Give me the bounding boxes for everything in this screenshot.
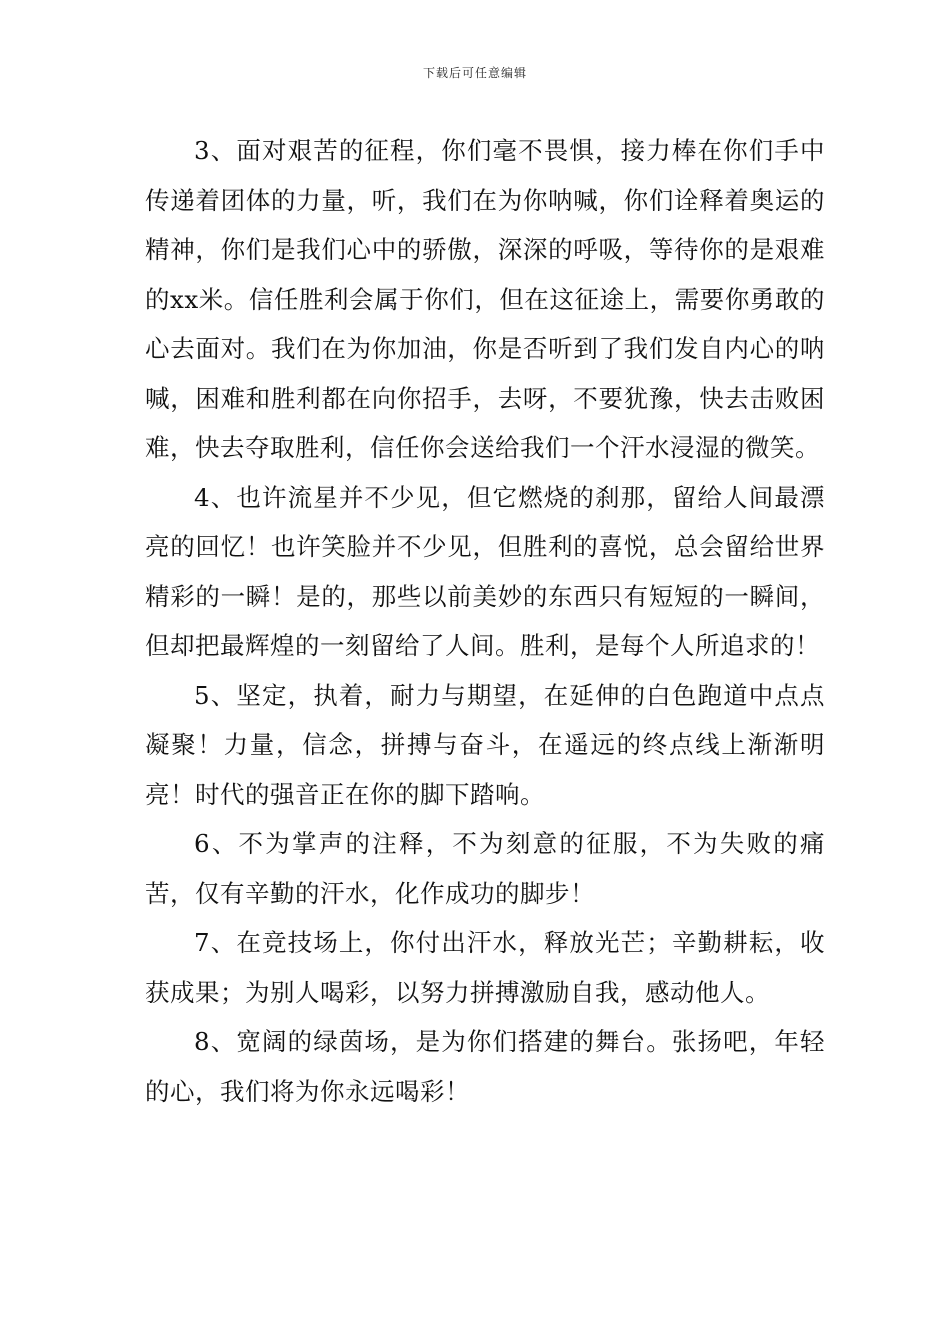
- document-body: [145, 126, 825, 1116]
- paragraph-5: 5、坚定，执着，耐力与期望，在延伸的白色跑道中点点凝聚！力量，信念，拼搏与奋斗，在遥远的终点线上渐渐明亮！时代的强音正在你的脚下踏响。: [145, 680, 825, 809]
- paragraph-3: 3、面对艰苦的征程，你们毫不畏惧，接力棒在你们手中传递着团体的力量，听，我们在为你呐喊，你们诠释着奥运的精神，你们是我们心中的骄傲，深深的呼吸，等待你的是艰难的xx米。信任胜利会属于你们，但在这征途上，需要你勇敢的心去面对。我们在为你加油，你是否听到了我们发自内心的呐喊，困难和胜利都在向你招手，去呀，不要犹豫，快去击败困难，快去夺取胜利，信任你会送给我们一个汗水浸湿的微笑。: [145, 136, 825, 462]
- paragraph-6: 6、不为掌声的注释，不为刻意的征服，不为失败的痛苦，仅有辛勤的汗水，化作成功的脚步！: [145, 829, 825, 908]
- paragraph-7: 7、在竞技场上，你付出汗水，释放光芒；辛勤耕耘，收获成果；为别人喝彩，以努力拼搏激励自我，感动他人。: [145, 928, 825, 1007]
- page-header: 下载后可任意编辑: [422, 66, 527, 80]
- paragraph-8: 8、宽阔的绿茵场，是为你们搭建的舞台。张扬吧，年轻的心，我们将为你永远喝彩！: [145, 1027, 825, 1106]
- paragraph-4: 4、也许流星并不少见，但它燃烧的刹那，留给人间最漂亮的回忆！也许笑脸并不少见，但胜利的喜悦，总会留给世界精彩的一瞬！是的，那些以前美妙的东西只有短短的一瞬间，但却把最辉煌的一刻留给了人间。胜利，是每个人所追求的！: [145, 482, 825, 660]
